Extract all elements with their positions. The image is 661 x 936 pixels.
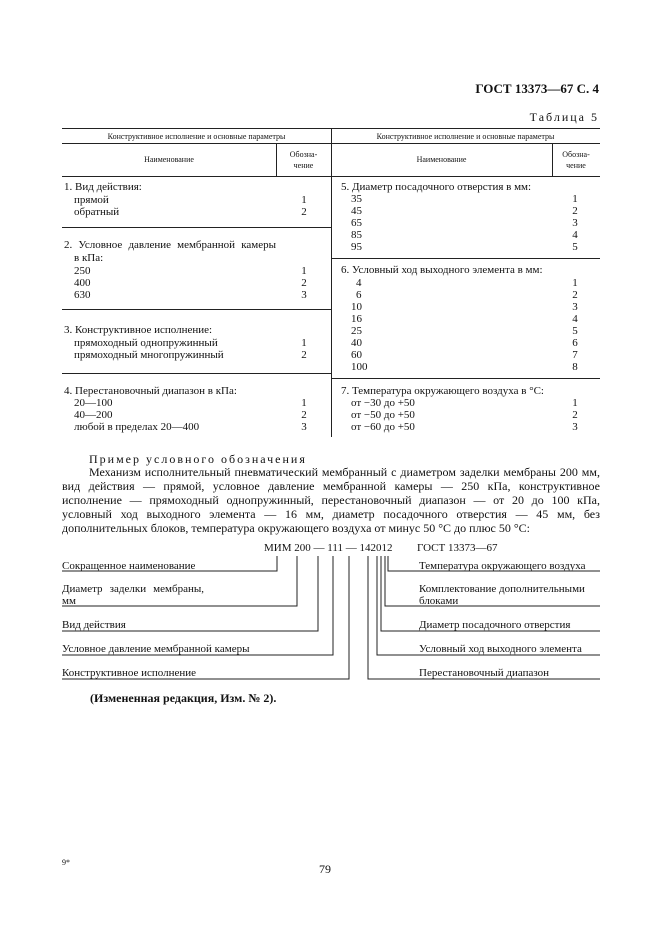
param-code: 2 [572, 205, 578, 217]
param-item: от −60 до +50 [351, 421, 415, 433]
param-code: 2 [301, 409, 307, 421]
param-code: 6 [572, 337, 578, 349]
param-code: 1 [572, 193, 578, 205]
param-title: 2. Условное давление мембранной камеры [64, 239, 276, 251]
label-short-name: Сокращенное наименование [62, 560, 196, 572]
param-title: 6. Условный ход выходного элемента в мм: [341, 264, 543, 276]
param-title: 1. Вид действия: [64, 181, 142, 193]
param-item: прямоходный однопружинный [74, 337, 218, 349]
param-item: прямоходный многопружинный [74, 349, 224, 361]
example-title: Пример условного обозначения [89, 452, 307, 466]
label-stroke: Условный ход выходного элемента [419, 643, 582, 655]
signature-mark: 9* [62, 858, 70, 867]
param-item: 100 [351, 361, 368, 373]
page-header: ГОСТ 13373—67 С. 4 [475, 81, 599, 96]
param-code: 3 [301, 421, 307, 433]
param-code: 4 [572, 229, 578, 241]
param-item: от −50 до +50 [351, 409, 415, 421]
param-title: 5. Диаметр посадочного отверстия в мм: [341, 181, 532, 193]
param-code: 2 [572, 289, 578, 301]
param-item: 45 [351, 205, 362, 217]
param-item: 85 [351, 229, 362, 241]
param-code: 1 [301, 397, 307, 409]
param-item: 40—200 [74, 409, 113, 421]
param-code: 7 [572, 349, 578, 361]
param-code: 2 [572, 409, 578, 421]
param-code: 4 [572, 313, 578, 325]
param-item: от −30 до +50 [351, 397, 415, 409]
group-header-left: Конструктивное исполнение и основные параметры [107, 132, 286, 141]
param-code: 1 [572, 397, 578, 409]
param-code: 3 [572, 217, 578, 229]
col-code-left: Обозна- чение [289, 150, 318, 170]
param-item: любой в пределах 20—400 [74, 421, 200, 433]
param-code: 3 [572, 301, 578, 313]
param-title: 7. Температура окружающего воздуха в °С: [341, 385, 544, 397]
param-code: 2 [301, 349, 307, 361]
param-item: 630 [74, 289, 91, 301]
param-item: 65 [351, 217, 362, 229]
param-item: 20—100 [74, 397, 113, 409]
label-range: Перестановочный диапазон [419, 667, 550, 679]
param-code: 2 [301, 277, 307, 289]
table-label: Таблица 5 [529, 110, 599, 124]
param-item: 35 [351, 193, 362, 205]
label-diameter-unit: мм [62, 595, 76, 607]
param-title: 4. Перестановочный диапазон в кПа: [64, 385, 237, 397]
label-diameter: Диаметр заделки мембраны, [62, 583, 204, 595]
amendment-note: (Измененная редакция, Изм. № 2). [90, 691, 277, 705]
param-item: 60 [351, 349, 362, 361]
param-title: 3. Конструктивное исполнение: [64, 324, 213, 336]
param-item: 95 [351, 241, 362, 253]
param-item: 6 [356, 289, 362, 301]
param-code: 1 [301, 337, 307, 349]
label-blocks-cont: блоками [419, 595, 459, 607]
group-header-right: Конструктивное исполнение и основные параметры [376, 132, 555, 141]
label-blocks: Комплектование дополнительными [419, 583, 585, 595]
label-temperature: Температура окружающего воздуха [419, 560, 586, 572]
param-item: 16 [351, 313, 362, 325]
designation-standard: ГОСТ 13373—67 [417, 542, 498, 554]
example-paragraph: Механизм исполнительный пневматический мембранный с диаметром заделки мембраны 200 мм, вид действия — прямой, условное давление мембранной камеры — 250 кПа, конструктивное исполнение — прямоходный однопружинный, перестановочный диапазон — от 20 до 100 кПа, условный ход выходного элемента — 16 мм, диаметр посадочного отверстия — 45 мм, без дополнительных блоков, температура окружающего воздуха от минус 50 °С до плюс 50 °С: [62, 465, 600, 535]
col-name-right: Наименование [416, 155, 467, 164]
label-seat-diameter: Диаметр посадочного отверстия [419, 619, 571, 631]
param-code: 5 [572, 241, 578, 253]
param-title-cont: в кПа: [74, 252, 104, 264]
param-item: 10 [351, 301, 362, 313]
param-item: 400 [74, 277, 91, 289]
param-code: 1 [301, 194, 307, 206]
param-item: обратный [74, 206, 120, 218]
designation-code: МИМ 200 — 111 — 142012 [264, 542, 393, 554]
col-code-right: Обозна- чение [562, 150, 590, 170]
param-code: 1 [572, 277, 578, 289]
col-name-left: Наименование [144, 155, 194, 164]
param-code: 3 [572, 421, 578, 433]
page-number: 79 [319, 862, 331, 876]
param-code: 5 [572, 325, 578, 337]
param-code: 8 [572, 361, 578, 373]
param-code: 2 [301, 206, 307, 218]
label-pressure: Условное давление мембранной камеры [62, 643, 250, 655]
param-item: 40 [351, 337, 362, 349]
param-code: 3 [301, 289, 307, 301]
param-item: прямой [74, 194, 109, 206]
label-construction: Конструктивное исполнение [62, 667, 197, 679]
param-item: 25 [351, 325, 362, 337]
param-code: 1 [301, 265, 307, 277]
param-item: 250 [74, 265, 91, 277]
label-action: Вид действия [62, 619, 126, 631]
param-item: 4 [356, 277, 362, 289]
